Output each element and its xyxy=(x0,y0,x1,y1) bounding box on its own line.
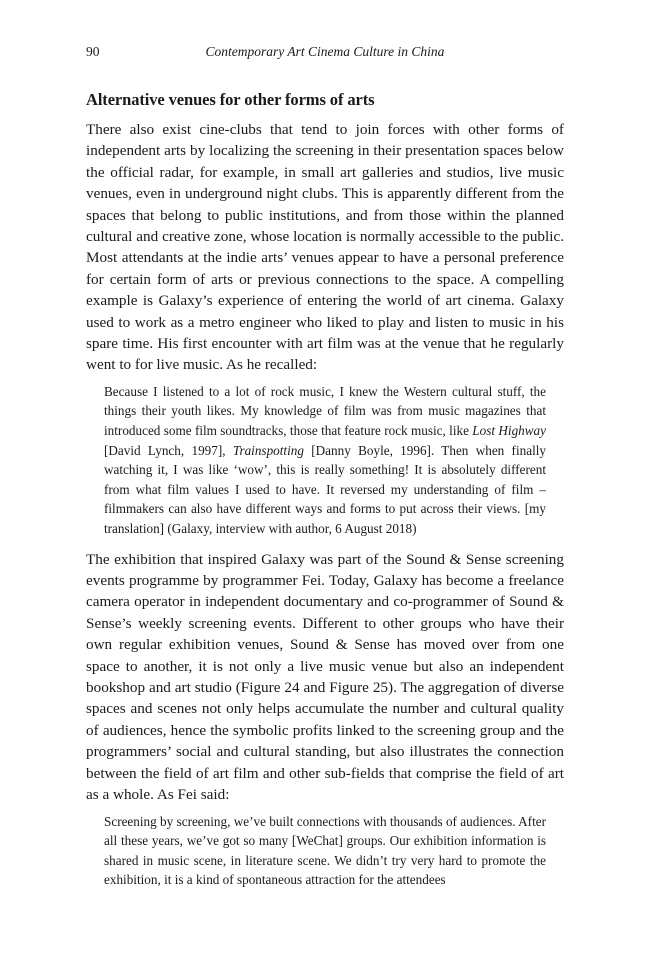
body-paragraph-1: There also exist cine-clubs that tend to join forces with other forms of independent arts by localizing the screening in their presentation spaces below the official radar, for example, in small art galleries and studios, live music venues, even in underground night clubs. This is apparently different from the spaces that belong to public institutions, and from those within the planned cultural and creative zone, whose location is normally accessible to the public. Most attendants at the indie arts’ venues appear to have a personal preference for certain form of arts or previous connections to the space. A compelling example is Galaxy’s experience of entering the world of art cinema. Galaxy used to work as a metro engineer who liked to play and listen to music in his spare time. His first encounter with art film was at the venue that he regularly went to for live music. As he recalled: xyxy=(86,121,564,374)
body-paragraph-2: The exhibition that inspired Galaxy was part of the Sound & Sense screening events programme by programmer Fei. Today, Galaxy has become a freelance camera operator in independent documentary and co-programmer of Sound & Sense’s weekly screening events. Different to other groups who have their own regular exhibition venues, Sound & Sense has moved over from one space to another, it is not only a live music venue but also an independent bookshop and art studio (Figure 24 and Figure 25). The aggregation of diverse spaces and scenes not only helps accumulate the number and cultural quality of audiences, hence the symbolic profits linked to the screening group and the programmers’ social and cultural standing, but also illustrates the connection between the field of art film and other sub-fields that comprise the field of art as a whole. As Fei said: xyxy=(86,550,564,804)
film-title-trainspotting: Trainspotting xyxy=(232,442,304,458)
running-head xyxy=(86,44,564,64)
section-heading: Alternative venues for other forms of arts xyxy=(86,90,375,109)
page-number: 90 xyxy=(86,44,100,59)
quote-text: [Danny Boyle, 1996]. Then when finally watching it, I was like ‘wow’, this is really something! It is absolutely different from what film values I used to have. It reversed my understanding of film – filmmakers can also have different ways and forms to put across their views. [my translation] (Galaxy, interview with author, 6 August 2018) xyxy=(104,442,546,537)
quote-text: [David Lynch, 1997], xyxy=(104,442,233,458)
quote-text: Because I listened to a lot of rock music, I knew the Western cultural stuff, the things their youth likes. My knowledge of film was from music magazines that introduced some film soundtracks, those that feature rock music, like xyxy=(104,383,546,439)
page-content xyxy=(86,90,564,900)
block-quote-galaxy xyxy=(104,382,546,539)
film-title-lost-highway: Lost Highway xyxy=(472,423,546,439)
block-quote-fei: Screening by screening, we’ve built connections with thousands of audiences. After all these years, we’ve got so many [WeChat] groups. Our exhibition information is shared in music scene, in literature scene. We didn’t try very hard to promote the exhibition, it is a kind of spontaneous attraction for the attendees xyxy=(104,813,546,888)
running-title: Contemporary Art Cinema Culture in China xyxy=(205,44,445,59)
